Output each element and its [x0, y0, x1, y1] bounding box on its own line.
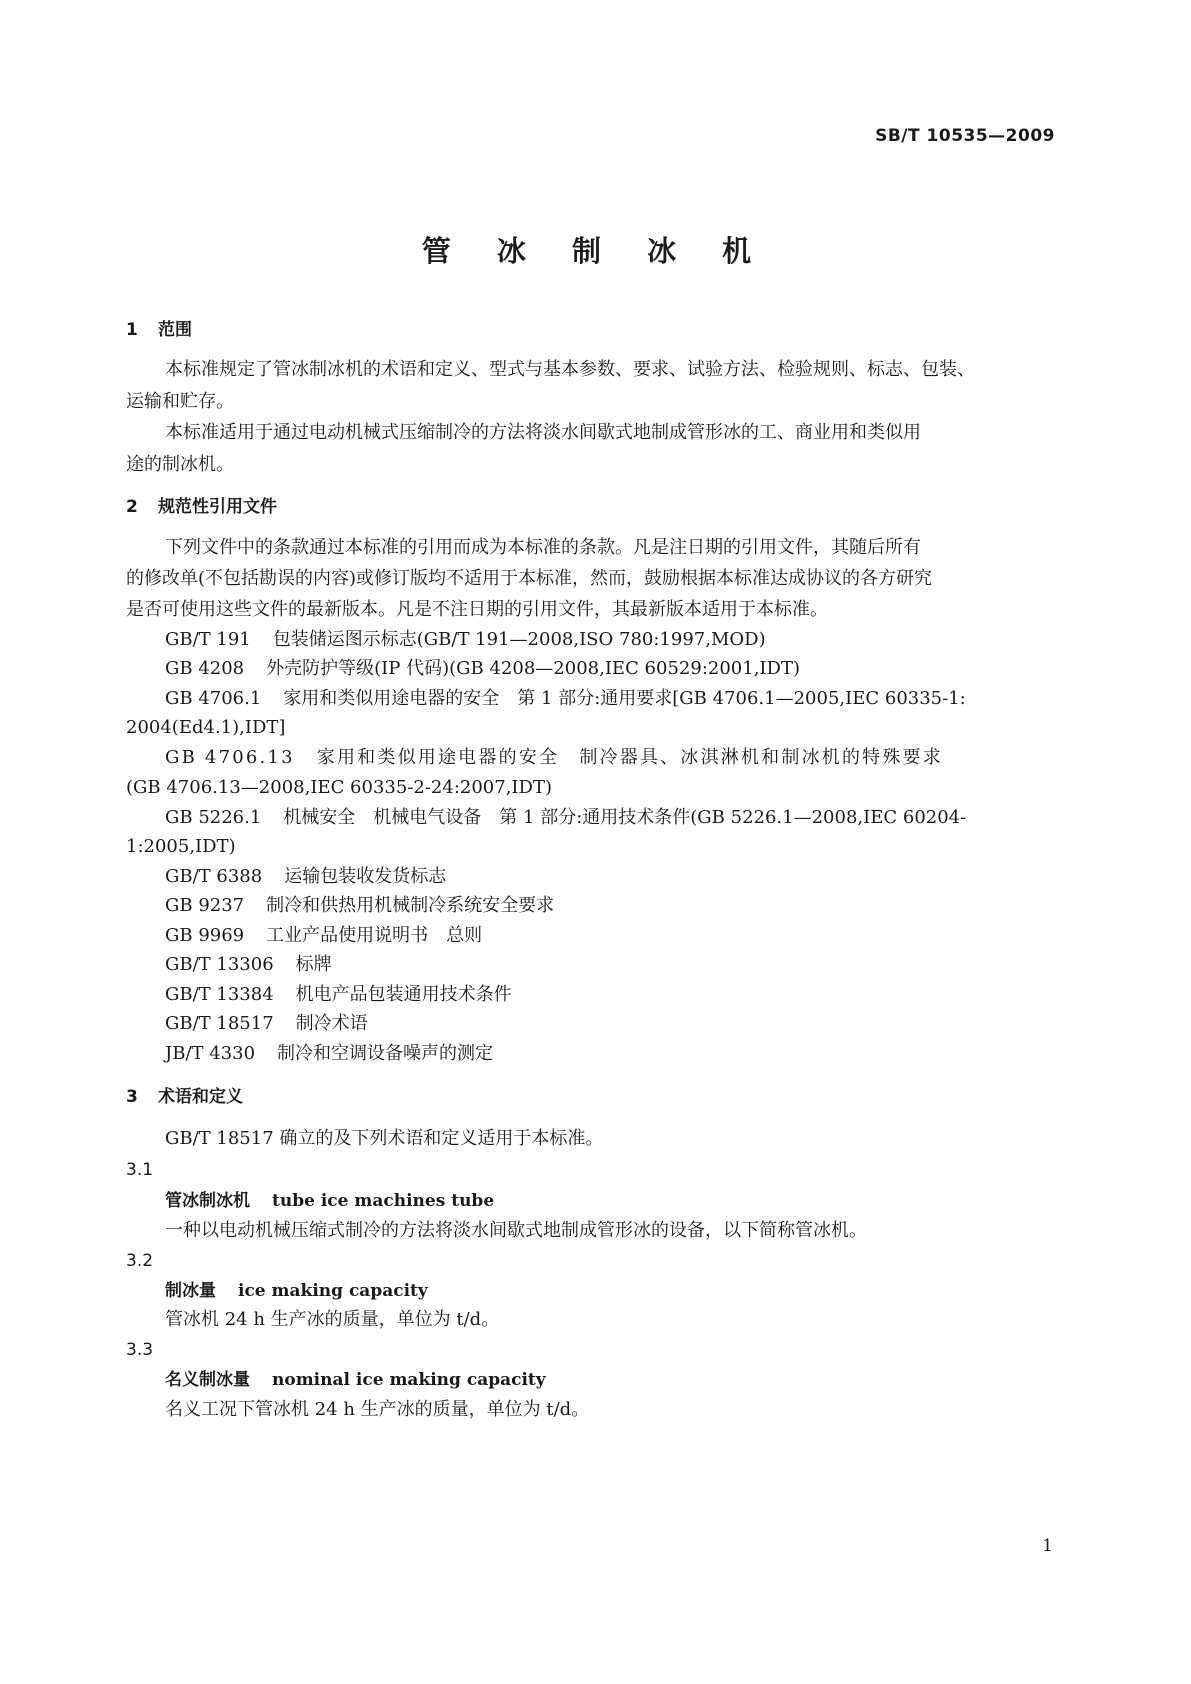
- reference-title: 机电产品包装通用技术条件: [295, 984, 512, 1005]
- reference-item: [165, 806, 966, 830]
- term-definition: 一种以电动机械压缩式制冷的方法将淡水间歇式地制成管形冰的设备，以下简称管冰机。: [165, 1220, 867, 1241]
- reference-code: GB 4706.13: [165, 747, 295, 768]
- reference-code: JB/T 4330: [165, 1043, 256, 1064]
- section-1-paragraph-1-line-1: 本标准规定了管冰制冰机的术语和定义、型式与基本参数、要求、试验方法、检验规则、标志、包装、: [165, 359, 975, 380]
- section-3-title: 术语和定义: [158, 1087, 243, 1107]
- reference-item: [165, 657, 800, 681]
- clause-number: 3.3: [126, 1340, 154, 1360]
- section-1-paragraph-1-line-2: 运输和贮存。: [126, 391, 234, 412]
- section-1-heading: [126, 318, 192, 342]
- reference-title: 运输包装收发货标志: [284, 866, 447, 887]
- reference-title: 家用和类似用途电器的安全 第 1 部分:通用要求[GB 4706.1—2005,IEC 60335-1:: [283, 688, 966, 709]
- reference-code: GB 9237: [165, 895, 245, 916]
- reference-item: [165, 924, 482, 948]
- reference-code: GB/T 18517: [165, 1013, 274, 1034]
- reference-continuation: (GB 4706.13—2008,IEC 60335-2-24:2007,IDT): [126, 777, 553, 798]
- section-3-number: 3: [126, 1087, 138, 1107]
- section-1-title: 范围: [158, 320, 192, 340]
- term-definition: 名义工况下管冰机 24 h 生产冰的质量，单位为 t/d。: [165, 1399, 590, 1420]
- reference-title: 工业产品使用说明书 总则: [266, 925, 483, 946]
- reference-code: GB 4208: [165, 658, 245, 679]
- reference-title: 包装储运图示标志(GB/T 191—2008,ISO 780:1997,MOD): [272, 629, 766, 650]
- standard-number: SB/T 10535—2009: [875, 126, 1055, 146]
- reference-code: GB/T 6388: [165, 866, 263, 887]
- reference-code: GB 4706.1: [165, 688, 262, 709]
- section-1-paragraph-2-line-2: 途的制冰机。: [126, 454, 234, 475]
- reference-item: [165, 865, 446, 889]
- reference-title: 机械安全 机械电气设备 第 1 部分:通用技术条件(GB 5226.1—2008,IEC 60204-: [283, 807, 967, 828]
- section-2-intro-line-2: 的修改单(不包括勘误的内容)或修订版均不适用于本标准，然而，鼓励根据本标准达成协议的各方研究: [126, 568, 933, 589]
- reference-item: [165, 746, 943, 770]
- section-2-title: 规范性引用文件: [158, 497, 277, 517]
- reference-code: GB/T 13384: [165, 984, 274, 1005]
- reference-title: 制冷和空调设备噪声的测定: [277, 1043, 494, 1064]
- reference-continuation: 1:2005,IDT): [126, 836, 236, 857]
- term-entry: [165, 1368, 546, 1392]
- clause-number: 3.2: [126, 1251, 154, 1271]
- term-en: nominal ice making capacity: [272, 1370, 546, 1390]
- reference-continuation: 2004(Ed4.1),IDT]: [126, 717, 286, 738]
- reference-item: [165, 1012, 368, 1036]
- section-3-intro: GB/T 18517 确立的及下列术语和定义适用于本标准。: [165, 1128, 604, 1149]
- reference-item: [165, 1042, 493, 1066]
- reference-title: 制冷和供热用机械制冷系统安全要求: [266, 895, 555, 916]
- section-3-heading: [126, 1085, 243, 1109]
- reference-item: [165, 687, 966, 711]
- reference-title: 外壳防护等级(IP 代码)(GB 4208—2008,IEC 60529:2001,IDT): [266, 658, 800, 679]
- reference-title: 标牌: [295, 954, 332, 975]
- reference-item: [165, 628, 766, 652]
- term-entry: [165, 1279, 428, 1303]
- section-2-heading: [126, 495, 277, 519]
- section-2-number: 2: [126, 497, 138, 517]
- reference-title: 家用和类似用途电器的安全 制冷器具、冰淇淋机和制冰机的特殊要求: [316, 747, 943, 768]
- reference-code: GB/T 13306: [165, 954, 274, 975]
- term-zh: 制冰量: [165, 1281, 216, 1301]
- reference-item: [165, 894, 554, 918]
- section-2-intro-line-3: 是否可使用这些文件的最新版本。凡是不注日期的引用文件，其最新版本适用于本标准。: [126, 599, 828, 620]
- reference-title: 制冷术语: [295, 1013, 368, 1034]
- reference-code: GB/T 191: [165, 629, 251, 650]
- section-1-number: 1: [126, 320, 138, 340]
- section-2-intro-line-1: 下列文件中的条款通过本标准的引用而成为本标准的条款。凡是注日期的引用文件，其随后所有: [165, 537, 921, 558]
- term-en: tube ice machines tube: [272, 1191, 495, 1211]
- term-zh: 名义制冰量: [165, 1370, 250, 1390]
- term-definition: 管冰机 24 h 生产冰的质量，单位为 t/d。: [165, 1309, 500, 1330]
- term-zh: 管冰制冰机: [165, 1191, 250, 1211]
- term-entry: [165, 1189, 494, 1213]
- clause-number: 3.1: [126, 1160, 154, 1180]
- page-number: 1: [1042, 1536, 1053, 1556]
- section-1-paragraph-2-line-1: 本标准适用于通过电动机械式压缩制冷的方法将淡水间歇式地制成管形冰的工、商业用和类似用: [165, 422, 921, 443]
- reference-item: [165, 983, 512, 1007]
- term-en: ice making capacity: [238, 1281, 428, 1301]
- reference-code: GB 9969: [165, 925, 245, 946]
- reference-code: GB 5226.1: [165, 807, 262, 828]
- reference-item: [165, 953, 332, 977]
- document-title: 管 冰 制 冰 机: [421, 234, 770, 268]
